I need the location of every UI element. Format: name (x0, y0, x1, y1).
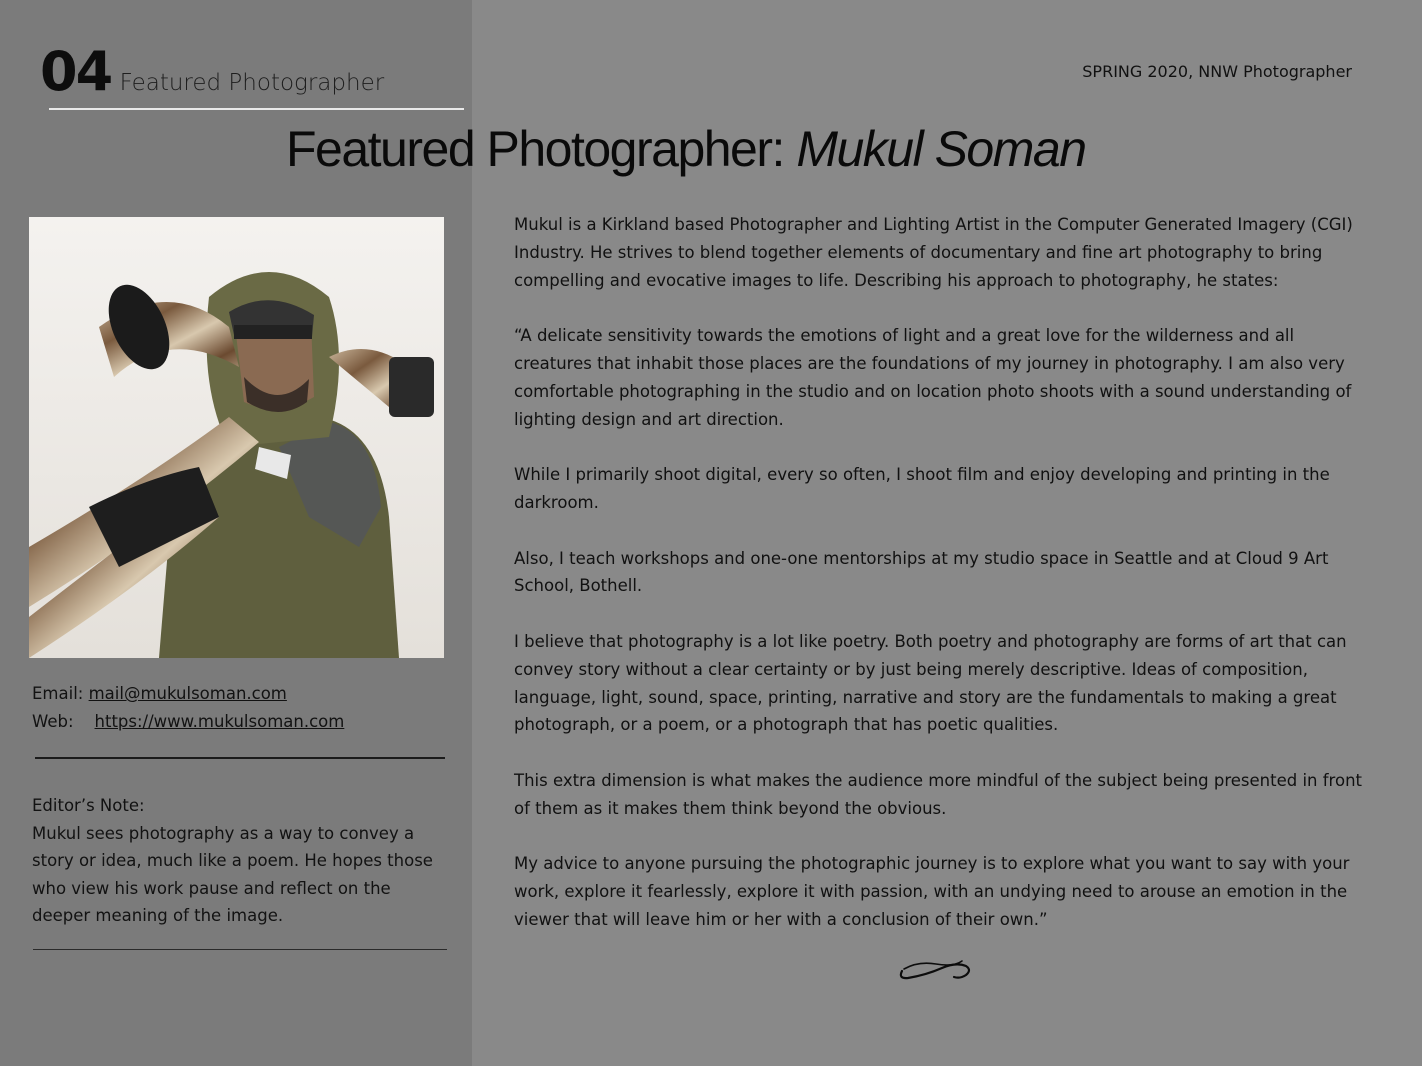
editor-note-divider (33, 949, 447, 950)
web-row (32, 708, 344, 736)
editor-note (32, 792, 452, 930)
page-title (286, 120, 1086, 178)
portrait-illustration (29, 217, 444, 658)
article-paragraph: “A delicate sensitivity towards the emotions of light and a great love for the wilderness and all creatures that inhabit those places are the foundations of my journey in photography. I am also very comfortable photographing in the studio and on location photo shoots with a sound understanding of lighting design and art direction. (514, 326, 1352, 429)
article-body (514, 211, 1364, 962)
article-paragraph: I believe that photography is a lot like poetry. Both poetry and photography are forms of art that can convey story without a clear certainty or by just being merely descriptive. Ideas of composition, language, light, sound, space, printing, narrative and story are the fundamentals to making a great photograph, or a poem, or a photograph that has poetic qualities. (514, 631, 1347, 735)
article-paragraph: While I primarily shoot digital, every so often, I shoot film and enjoy developing and printing in the darkroom. (514, 465, 1330, 512)
section-number: 04 (40, 40, 112, 103)
email-link[interactable]: mail@mukulsoman.com (88, 684, 287, 703)
editor-note-heading: Editor’s Note: (32, 796, 145, 815)
header-divider (49, 108, 464, 110)
contact-divider (35, 757, 445, 759)
article-paragraph: This extra dimension is what makes the audience more mindful of the subject being presented in front of them as it makes them think beyond the obvious. (514, 770, 1362, 818)
web-label: Web: (32, 712, 74, 731)
article-paragraph: Also, I teach workshops and one-one mentorships at my studio space in Seattle and at Cloud 9 Art School, Bothell. (514, 548, 1329, 596)
web-link[interactable]: https://www.mukulsoman.com (94, 712, 345, 731)
photographer-portrait-image (29, 217, 444, 658)
section-label: Featured Photographer (119, 70, 385, 96)
article-paragraph: My advice to anyone pursuing the photographic journey is to explore what you want to say with your work, explore it fearlessly, explore it with passion, with an undying need to arouse an emotion in the viewer that will leave him or her with a conclusion of their own.” (514, 854, 1350, 929)
contact-info (32, 680, 344, 736)
title-prefix: Featured Photographer: (286, 121, 797, 177)
photographer-name: Mukul Soman (796, 121, 1086, 177)
flourish-ornament-icon (896, 953, 972, 985)
editor-note-text: Mukul sees photography as a way to convey a story or idea, much like a poem. He hopes those who view his work pause and reflect on the deeper meaning of the image. (32, 823, 433, 926)
email-label: Email: (32, 684, 84, 703)
email-row (32, 680, 344, 708)
article-paragraph: Mukul is a Kirkland based Photographer and Lighting Artist in the Computer Generated Imagery (CGI) Industry. He strives to blend together elements of documentary and fine art photography to bring compelling and evocative images to life. Describing his approach to photography, he states: (514, 215, 1353, 290)
issue-label: SPRING 2020, NNW Photographer (1082, 62, 1352, 81)
section-heading (40, 40, 384, 103)
